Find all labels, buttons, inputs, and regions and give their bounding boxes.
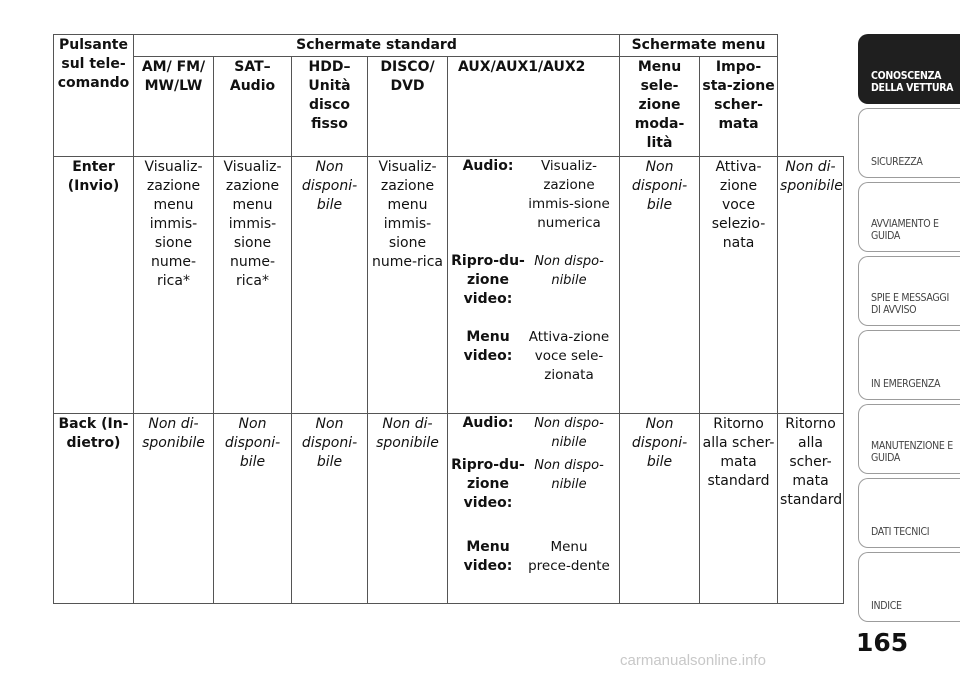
aux-audio-value: Visualiz-zazione immis-sione numerica bbox=[528, 158, 610, 231]
row-back-am: Non di-sponibile bbox=[134, 414, 214, 604]
header-hdd: HDD– Unità disco fisso bbox=[292, 57, 368, 157]
page-number: 165 bbox=[856, 628, 909, 657]
tab-label: INDICE bbox=[871, 600, 902, 612]
aux-video-label: Ripro-du-zione video: bbox=[451, 253, 525, 307]
row-enter-aux-extra: Non disponi-bile bbox=[620, 157, 700, 414]
row-enter-hdd: Non disponi-bile bbox=[292, 157, 368, 414]
aux-audio-label: Audio: bbox=[462, 415, 514, 431]
tab-sicurezza[interactable] bbox=[858, 108, 960, 178]
row-back-aux-extra: Non disponi-bile bbox=[620, 414, 700, 604]
row-back-sat: Non disponi-bile bbox=[214, 414, 292, 604]
header-disco: DISCO/ DVD bbox=[368, 57, 448, 157]
tab-indice[interactable] bbox=[858, 552, 960, 622]
header-am: AM/ FM/ MW/LW bbox=[134, 57, 214, 157]
row-back-hdd: Non disponi-bile bbox=[292, 414, 368, 604]
aux-audio-label: Audio: bbox=[462, 158, 514, 174]
row-enter-modal: Attiva-zione voce selezio-nata bbox=[700, 157, 778, 414]
row-back-button: Back (In-dietro) bbox=[54, 414, 134, 604]
tab-emergenza[interactable] bbox=[858, 330, 960, 400]
row-enter-button: Enter (Invio) bbox=[54, 157, 134, 414]
remote-buttons-table bbox=[53, 34, 844, 604]
tab-conoscenza[interactable] bbox=[858, 34, 960, 104]
tab-label: MANUTENZIONE E GUIDA bbox=[871, 440, 953, 464]
aux-video-value: Non dispo-nibile bbox=[534, 254, 604, 288]
tab-label: IN EMERGENZA bbox=[871, 378, 941, 390]
aux-menu-value: Attiva-zione voce sele-zionata bbox=[528, 329, 610, 383]
header-aux: AUX/AUX1/AUX2 bbox=[448, 57, 620, 157]
row-back-impo: Ritorno alla scher-mata standard bbox=[778, 414, 844, 604]
aux-video-value: Non dispo-nibile bbox=[534, 458, 604, 492]
tab-label: AVVIAMENTO E GUIDA bbox=[871, 218, 939, 242]
tab-label: SPIE E MESSAGGI DI AVVISO bbox=[871, 292, 949, 316]
row-back-modal: Ritorno alla scher-mata standard bbox=[700, 414, 778, 604]
header-impo: Impo-sta-zione scher-mata bbox=[700, 57, 778, 157]
tab-dati-tecnici[interactable] bbox=[858, 478, 960, 548]
row-back-disco: Non di-sponibile bbox=[368, 414, 448, 604]
row-enter-disco: Visualiz-zazione menu immis-sione nume-rica bbox=[368, 157, 448, 414]
row-enter-am: Visualiz-zazione menu immis-sione nume-rica* bbox=[134, 157, 214, 414]
tab-label: SICUREZZA bbox=[871, 156, 923, 168]
row-back-aux bbox=[448, 414, 620, 604]
aux-audio-value: Non dispo-nibile bbox=[534, 416, 604, 450]
aux-menu-value: Menu prece-dente bbox=[528, 539, 610, 574]
row-enter-aux bbox=[448, 157, 620, 414]
aux-menu-label: Menu video: bbox=[463, 329, 513, 364]
header-standard: Schermate standard bbox=[134, 35, 620, 57]
tab-label: DATI TECNICI bbox=[871, 526, 930, 538]
row-enter-impo: Non di-sponibile bbox=[778, 157, 844, 414]
tab-avviamento[interactable] bbox=[858, 182, 960, 252]
aux-menu-label: Menu video: bbox=[463, 539, 513, 574]
aux-video-label: Ripro-du-zione video: bbox=[451, 457, 525, 511]
tab-spie[interactable] bbox=[858, 256, 960, 326]
tab-label: CONOSCENZA DELLA VETTURA bbox=[871, 70, 954, 94]
tab-manutenzione[interactable] bbox=[858, 404, 960, 474]
header-sat: SAT– Audio bbox=[214, 57, 292, 157]
row-enter-sat: Visualiz-zazione menu immis-sione nume-rica* bbox=[214, 157, 292, 414]
header-menu: Schermate menu bbox=[620, 35, 778, 57]
header-modal: Menu sele-zione moda-lità bbox=[620, 57, 700, 157]
header-pulsante: Pulsante sul tele-comando bbox=[54, 35, 134, 157]
watermark: carmanualsonline.info bbox=[620, 652, 766, 669]
